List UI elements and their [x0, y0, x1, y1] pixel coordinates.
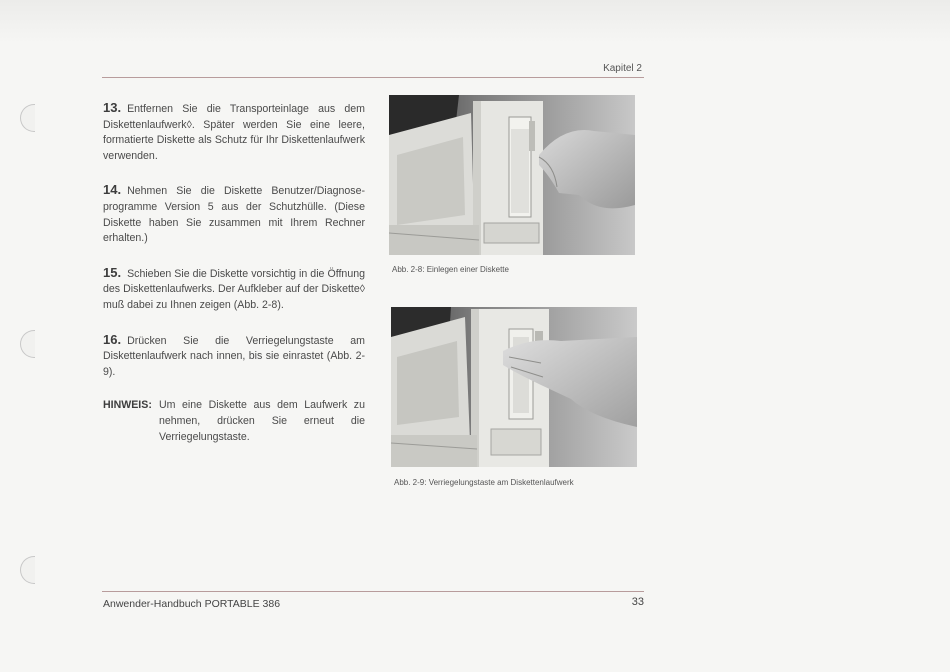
figure-2-8-caption: Abb. 2-8: Einlegen einer Diskette	[392, 265, 509, 274]
step-text: Drücken Sie die Verriegelungstaste am Diskettenlaufwerk nach innen, bis sie einrastet (Abb. 2-9).	[103, 334, 365, 378]
step-number: 16.	[103, 331, 122, 347]
footer-rule	[102, 591, 644, 592]
punch-hole-mark	[20, 556, 35, 584]
step-text: Entfernen Sie die Transporteinlage aus dem Diskettenlaufwerk◊. Später werden Sie eine leere, formatierte Diskette als Schutz für Ihr Diskettenlaufwerk verwenden.	[103, 103, 365, 162]
note	[103, 398, 365, 445]
step-14	[103, 182, 365, 246]
step-number: 15.	[103, 264, 122, 280]
instructions-column	[103, 100, 365, 445]
step-16	[103, 332, 365, 381]
figure-2-9-photo	[391, 307, 637, 467]
footer-title: Anwender-Handbuch PORTABLE 386	[103, 598, 281, 610]
step-text: Nehmen Sie die Diskette Benutzer/Diagnose-programme Version 5 aus der Schutzhülle. (Diese Diskette haben Sie zusammen mit Ihrem Rechner erhalten.)	[103, 185, 365, 245]
step-15	[103, 265, 365, 314]
step-13	[103, 100, 365, 164]
note-label: HINWEIS:	[103, 399, 152, 412]
header-rule	[102, 77, 644, 78]
page-number: 33	[631, 596, 644, 608]
figure-2-8-photo	[389, 95, 635, 255]
punch-hole-mark	[20, 330, 35, 358]
step-number: 14.	[103, 182, 122, 198]
step-text: Schieben Sie die Diskette vorsichtig in die Öffnung des Diskettenlaufwerks. Der Aufkleber auf der Diskette◊ muß dabei zu Ihnen zeigen (Abb. 2-8).	[103, 267, 365, 311]
punch-hole-mark	[20, 104, 35, 132]
step-number: 13.	[103, 100, 122, 115]
chapter-label: Kapitel 2	[603, 63, 642, 74]
figure-2-9-caption: Abb. 2-9: Verriegelungstaste am Diskettenlaufwerk	[394, 478, 574, 487]
scan-shadow	[0, 0, 950, 44]
note-text: Um eine Diskette aus dem Laufwerk zu nehmen, drücken Sie erneut die Verriegelungstaste.	[159, 399, 365, 443]
